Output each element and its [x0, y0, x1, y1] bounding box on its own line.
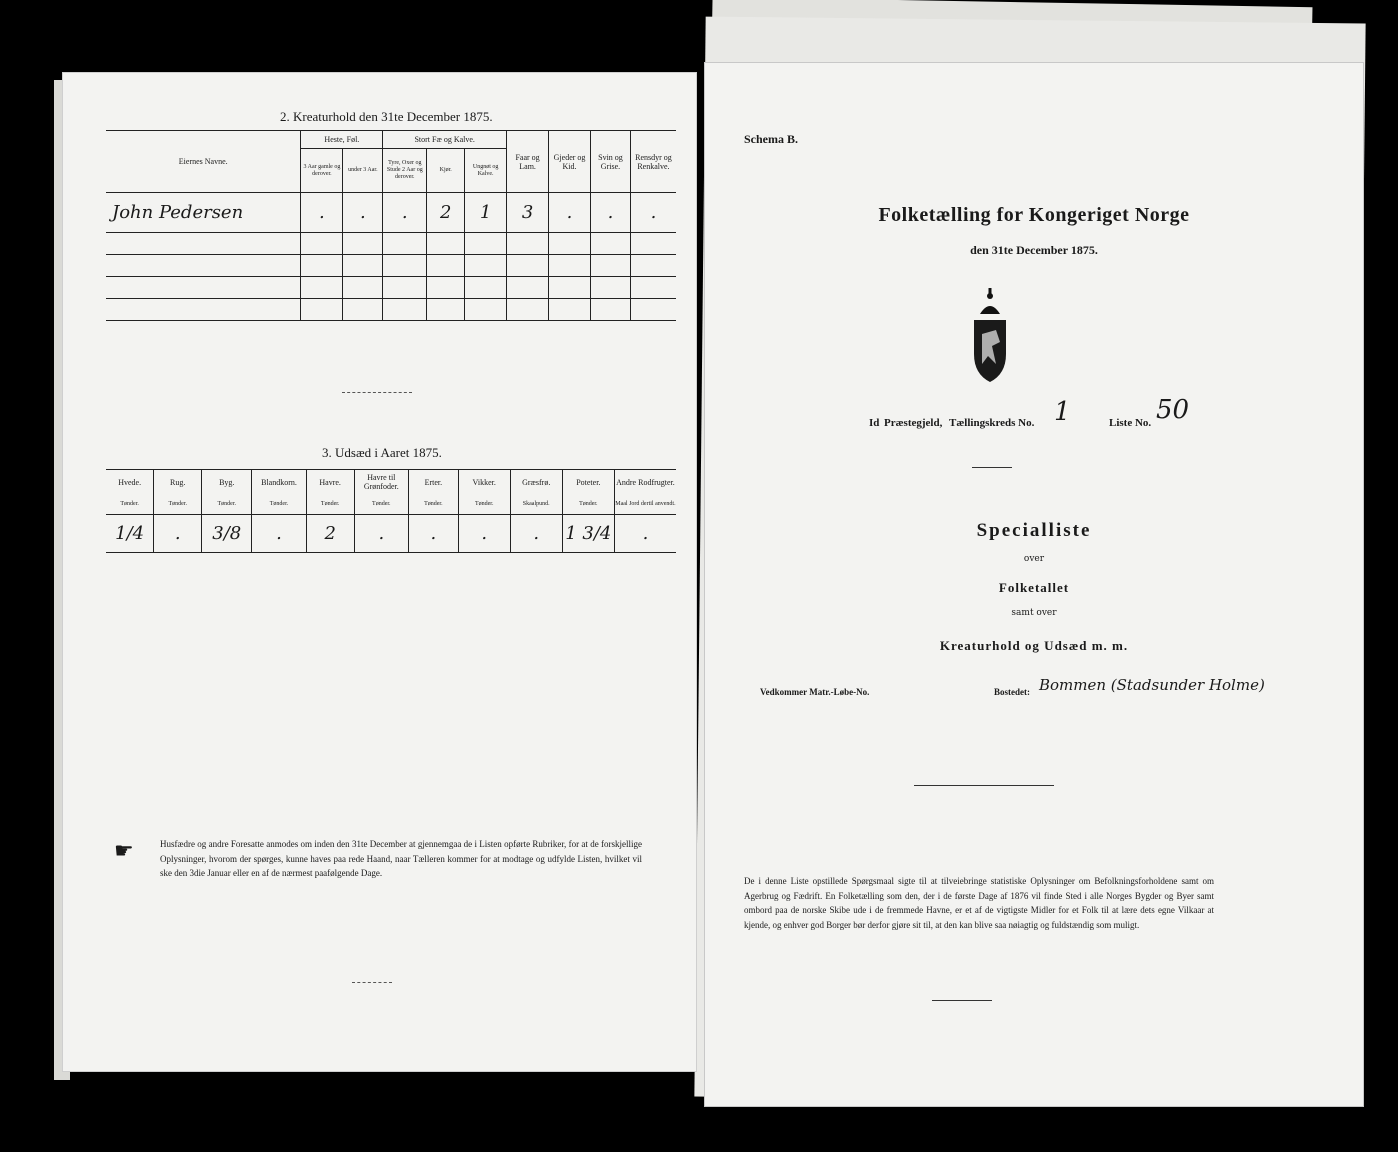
bostedet-value: Bommen (Stadsunder Holme): [1039, 676, 1265, 694]
seed-value-2: 3/8: [202, 515, 252, 553]
faar-header: Faar og Lam.: [507, 131, 549, 193]
heste-sub-old: 3 Aar gamle og derover.: [301, 149, 343, 193]
prestegjeld-value: Id: [869, 417, 880, 429]
seed-table: [106, 469, 676, 553]
seed-value-4: 2: [306, 515, 354, 553]
divider: [932, 1000, 992, 1001]
value-cell: .: [591, 193, 631, 233]
kreds-label: Tællingskreds No.: [949, 417, 1035, 429]
liste-label: Liste No.: [1109, 417, 1152, 429]
coat-of-arms-icon: [960, 284, 1020, 384]
folketallet-heading: Folketallet: [998, 580, 1070, 595]
seed-unit-3: Tønder.: [252, 495, 306, 515]
seed-header-5: Havre til Grønfoder.: [354, 470, 408, 495]
pointing-hand-icon: ☛: [114, 839, 134, 864]
seed-value-0: 1/4: [106, 515, 154, 553]
seed-value-8: .: [510, 515, 562, 553]
livestock-table: [106, 130, 676, 321]
seed-header-8: Græsfrø.: [510, 470, 562, 495]
seed-value-5: .: [354, 515, 408, 553]
seed-header-2: Byg.: [202, 470, 252, 495]
seed-value-7: .: [458, 515, 510, 553]
seed-header-0: Hvede.: [106, 470, 154, 495]
seed-header-10: Andre Rodfrugter.: [614, 470, 676, 495]
notice-text: Husfædre og andre Foresatte anmodes om inden den 31te December at gjennemgaa de i Listen opførte Rubriker, for at de forskjellige Oplysninger, hvorom der spørges, kunne haves paa rede Haand, naar Tælleren kommer for at modtage og udfylde Listen, hvilket vil ske den 3die Januar eller en af de nærmest paafølgende Dage.: [160, 839, 642, 878]
kreaturhold-heading: Kreaturhold og Udsæd m. m.: [939, 638, 1129, 653]
matr-label: Vedkommer Matr.-Løbe-No.: [760, 687, 870, 697]
samt-over-text: samt over: [1011, 608, 1057, 618]
table-row: [106, 233, 676, 255]
seed-header-4: Havre.: [306, 470, 354, 495]
schema-label: Schema B.: [744, 132, 798, 146]
seed-unit-10: Maal Jord dertil anvendt.: [614, 495, 676, 515]
owner-header: Eiernes Navne.: [106, 131, 301, 193]
seed-unit-7: Tønder.: [458, 495, 510, 515]
value-cell: .: [383, 193, 427, 233]
table-row: [106, 193, 676, 233]
svin-header: Svin og Grise.: [591, 131, 631, 193]
kreds-value: 1: [1054, 397, 1071, 427]
stort-sub-tyre: Tyre, Oxer og Stude 2 Aar og derover.: [383, 149, 427, 193]
stort-sub-ungnot: Ungnøt og Kalve.: [465, 149, 507, 193]
section3-title: 3. Udsæd i Aaret 1875.: [322, 445, 442, 460]
divider: [342, 392, 412, 393]
gjeder-header: Gjeder og Kid.: [549, 131, 591, 193]
value-cell: 2: [427, 193, 465, 233]
page-title: Folketælling for Kongeriget Norge: [878, 204, 1190, 226]
divider: [914, 785, 1054, 786]
over-text: over: [1023, 554, 1045, 564]
seed-header-1: Rug.: [154, 470, 202, 495]
heste-sub-young: under 3 Aar.: [343, 149, 383, 193]
seed-value-9: 1 3/4: [562, 515, 614, 553]
value-cell: .: [549, 193, 591, 233]
owner-name: John Pedersen: [106, 193, 301, 233]
seed-header-9: Poteter.: [562, 470, 614, 495]
table-row: [106, 299, 676, 321]
specialliste-heading: Specialliste: [976, 520, 1092, 541]
seed-header-6: Erter.: [408, 470, 458, 495]
right-page: [704, 62, 1364, 1107]
seed-unit-2: Tønder.: [202, 495, 252, 515]
heste-header: Heste, Føl.: [301, 131, 383, 149]
value-cell: 1: [465, 193, 507, 233]
stort-fae-header: Stort Fæ og Kalve.: [383, 131, 507, 149]
seed-value-3: .: [252, 515, 306, 553]
seed-header-7: Vikker.: [458, 470, 510, 495]
table-row: [106, 255, 676, 277]
intro-paragraph: De i denne Liste opstillede Spørgsmaal sigte til at tilveiebringe statistiske Oplysninger om Befolkningsforholdene samt om Agerbrug og Fædrift. En Folketælling som den, der i de første Dage af 1876 vil finde Sted i alle Norges Bygder og Byer samt ombord paa de norske Skibe ude i de fremmede Havne, er et af de vigtigste Midler for et Folk til at lære dets egne Vilkaar at kjende, og enhver god Borger bør derfor gjøre sit til, at den kan blive saa nøiagtig og fuldstændig som muligt.: [744, 876, 1214, 930]
seed-unit-0: Tønder.: [106, 495, 154, 515]
divider: [352, 982, 392, 983]
seed-unit-8: Skaalpund.: [510, 495, 562, 515]
seed-unit-4: Tønder.: [306, 495, 354, 515]
left-page: [62, 72, 697, 1072]
seed-value-10: .: [614, 515, 676, 553]
liste-value: 50: [1156, 395, 1190, 425]
divider: [972, 467, 1012, 468]
value-cell: .: [301, 193, 343, 233]
stort-sub-kjor: Kjør.: [427, 149, 465, 193]
section2-title: 2. Kreaturhold den 31te December 1875.: [280, 109, 493, 124]
prestegjeld-label: Præstegjeld,: [884, 417, 943, 429]
seed-unit-5: Tønder.: [354, 495, 408, 515]
seed-unit-1: Tønder.: [154, 495, 202, 515]
table-row: [106, 515, 676, 553]
seed-unit-9: Tønder.: [562, 495, 614, 515]
seed-unit-6: Tønder.: [408, 495, 458, 515]
value-cell: .: [343, 193, 383, 233]
seed-header-3: Blandkorn.: [252, 470, 306, 495]
bostedet-label: Bostedet:: [994, 687, 1030, 697]
table-row: [106, 277, 676, 299]
seed-value-6: .: [408, 515, 458, 553]
value-cell: 3: [507, 193, 549, 233]
page-date: den 31te December 1875.: [970, 243, 1098, 257]
value-cell: .: [630, 193, 676, 233]
rensdyr-header: Rensdyr og Renkalve.: [630, 131, 676, 193]
seed-value-1: .: [154, 515, 202, 553]
